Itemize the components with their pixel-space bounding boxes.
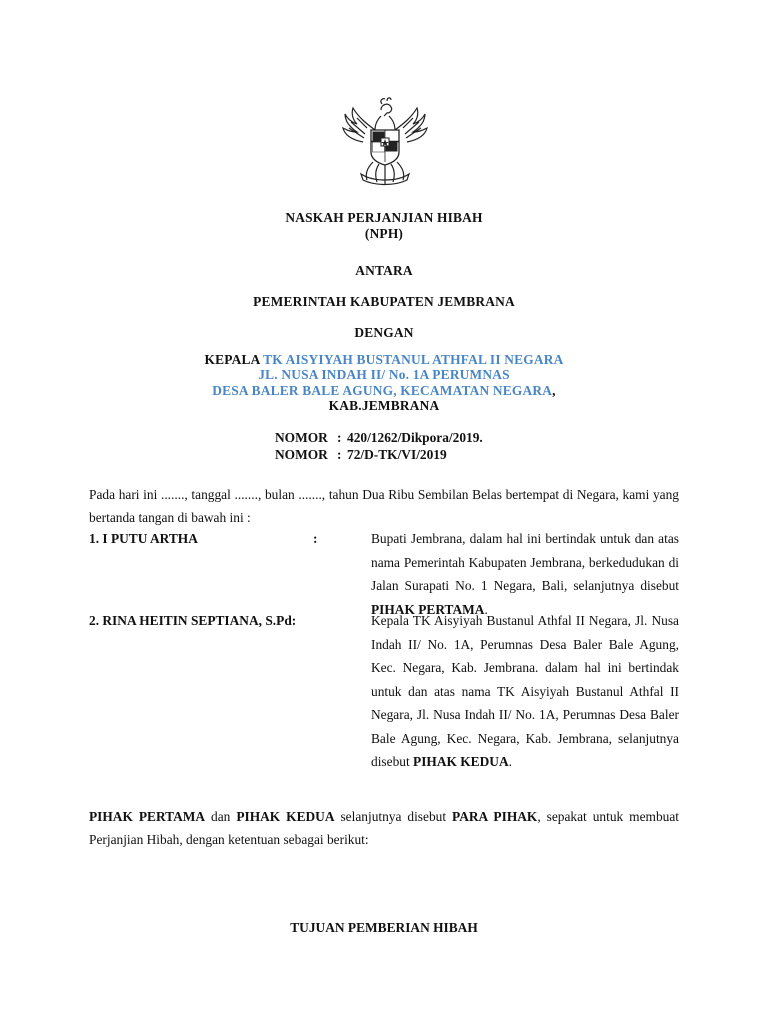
second-party-heading bbox=[0, 352, 768, 368]
party-2-role: PIHAK KEDUA bbox=[413, 754, 509, 769]
kepala-prefix: KEPALA bbox=[204, 352, 264, 367]
party-1-colon: : bbox=[313, 531, 318, 546]
document-abbreviation: (NPH) bbox=[364, 226, 404, 241]
closing-text-2: selanjutnya disebut bbox=[334, 809, 453, 824]
party-1-name: 1. I PUTU ARTHA bbox=[89, 531, 198, 546]
closing-party-2: PIHAK KEDUA bbox=[236, 809, 335, 824]
nomor-label: NOMOR bbox=[275, 430, 328, 445]
party-2-name: 2. RINA HEITIN SEPTIANA, S.Pd: bbox=[89, 613, 297, 628]
nomor-label: NOMOR bbox=[275, 447, 328, 462]
nomor-sep: : bbox=[337, 430, 342, 445]
closing-text-3: , sepakat untuk membuat Perjanjian Hibah, dengan ketentuan sebagai berikut: bbox=[89, 809, 680, 847]
intro-paragraph: Pada hari ini ......., tanggal ......., bulan ......., tahun Dua Ribu Sembilan Belas bertempat di Negara, kami yang bertanda tangan di bawah ini : bbox=[89, 487, 679, 525]
nomor-value: 420/1262/Dikpora/2019. bbox=[347, 430, 483, 445]
school-address-line2 bbox=[0, 383, 768, 399]
garuda-emblem-icon bbox=[337, 96, 433, 190]
school-regency: KAB.JEMBRANA bbox=[328, 398, 440, 413]
address-comma: , bbox=[552, 383, 556, 398]
school-address-line1: JL. NUSA INDAH II/ No. 1A PERUMNAS bbox=[258, 367, 510, 382]
party-1-role: PIHAK PERTAMA bbox=[371, 601, 485, 617]
nomor-sep: : bbox=[337, 447, 342, 462]
document-title: NASKAH PERJANJIAN HIBAH bbox=[285, 210, 483, 225]
nomor-line-2 bbox=[275, 447, 447, 463]
party-2-description bbox=[371, 609, 679, 774]
section-heading: TUJUAN PEMBERIAN HIBAH bbox=[290, 920, 478, 935]
party-1-text: Bupati Jembrana, dalam hal ini bertindak untuk dan atas nama Pemerintah Kabupaten Jembrana, berkedudukan di Jalan Surapati No. 1 Negara, Bali, selanjutnya disebut bbox=[371, 531, 679, 593]
closing-text-1: dan bbox=[205, 809, 237, 824]
party-1-end: . bbox=[484, 601, 488, 617]
first-party-heading: PEMERINTAH KABUPATEN JEMBRANA bbox=[253, 294, 515, 309]
school-address-village: DESA BALER BALE AGUNG, KECAMATAN NEGARA bbox=[212, 383, 553, 398]
school-name: TK AISYIYAH BUSTANUL ATHFAL II NEGARA bbox=[263, 352, 564, 367]
closing-party-1: PIHAK PERTAMA bbox=[89, 809, 206, 824]
nomor-line-1 bbox=[275, 430, 483, 446]
party-2-end: . bbox=[508, 754, 512, 769]
closing-para-pihak: PARA PIHAK bbox=[452, 809, 538, 824]
closing-paragraph bbox=[89, 805, 679, 851]
dengan-label: DENGAN bbox=[354, 325, 414, 340]
nomor-value: 72/D-TK/VI/2019 bbox=[347, 447, 447, 462]
antara-label: ANTARA bbox=[355, 263, 413, 278]
party-2-text: Kepala TK Aisyiyah Bustanul Athfal II Negara, Jl. Nusa Indah II/ No. 1A, Perumnas Desa Baler Bale Agung, Kec. Negara, Kab. Jembrana. dalam hal ini bertindak untuk dan atas nama TK Aisyiyah Bustanul Athfal II Negara, Jl. Nusa Indah II/ No. 1A, Perumnas Desa Baler Bale Agung, Kec. Negara, Kab. Jembrana, selanjutnya disebut bbox=[371, 613, 679, 769]
party-1-description bbox=[371, 527, 679, 621]
